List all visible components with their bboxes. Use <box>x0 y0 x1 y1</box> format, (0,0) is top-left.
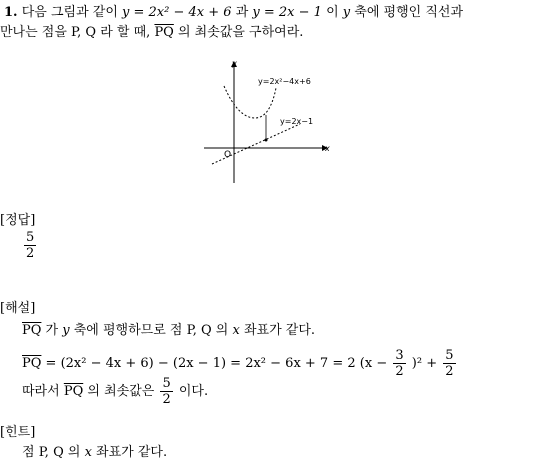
problem-text: 과 <box>235 5 249 20</box>
numerator: 3 <box>395 348 404 363</box>
problem-text: 축에 평행인 직선과 <box>354 5 464 20</box>
denominator: 2 <box>445 364 454 379</box>
problem-text: 이 <box>326 5 339 20</box>
solution-expression: (x − <box>359 356 388 371</box>
solution-text: 좌표가 같다. <box>243 323 316 338</box>
fraction-5-2 <box>160 376 172 407</box>
x-axis-label: x <box>325 144 330 153</box>
hint-text <box>22 444 167 462</box>
problem-text: 다음 그림과 같이 <box>21 5 118 20</box>
y-axis-label: y <box>232 59 237 68</box>
problem-text: 만나는 점을 P, Q 라 할 때, <box>0 25 151 40</box>
hint-text-part: 좌표가 같다. <box>96 445 168 460</box>
variable-y: y <box>62 323 70 338</box>
point-q <box>265 139 268 142</box>
solution-line-1 <box>22 322 315 340</box>
hint-header: [힌트] <box>0 425 36 440</box>
segment-pq: $\overline{PQ}$ <box>22 323 42 338</box>
solution-text: 따라서 <box>22 384 60 399</box>
graph-figure <box>0 50 534 250</box>
segment-pq: $\overline{PQ}$ <box>22 356 42 371</box>
answer-numerator: 5 <box>26 230 35 245</box>
curve-label: y=2x²−4x+6 <box>258 77 311 86</box>
solution-text: 의 최솟값은 <box>87 384 155 399</box>
solution-line-3 <box>22 376 208 407</box>
equation-1: y = 2x² − 4x + 6 <box>122 5 232 20</box>
problem-line-1 <box>4 4 463 22</box>
solution-text: 축에 평행하므로 점 P, Q 의 <box>73 323 229 338</box>
solution-header: [해설] <box>0 301 36 316</box>
fraction-5-2 <box>443 348 455 379</box>
solution-text: 이다. <box>178 384 209 399</box>
answer-denominator: 2 <box>26 246 35 261</box>
origin-label: O <box>224 150 232 160</box>
variable-x: x <box>84 445 92 460</box>
variable-y: y <box>342 5 351 20</box>
variable-x: x <box>232 323 240 338</box>
solution-line-2 <box>22 348 458 379</box>
fraction-3-2 <box>393 348 405 379</box>
numerator: 5 <box>445 348 454 363</box>
problem-number: 1. <box>4 5 18 20</box>
solution-expression: )² + <box>411 356 438 371</box>
segment-pq: $\overline{PQ}$ <box>63 384 84 399</box>
solution-text: 가 <box>45 323 59 338</box>
denominator: 2 <box>162 392 171 407</box>
answer-fraction <box>24 230 36 261</box>
hint-text-part: 점 P, Q 의 <box>22 445 81 460</box>
numerator: 5 <box>162 376 171 391</box>
line-label: y=2x−1 <box>280 117 314 126</box>
problem-text: 의 최솟값을 구하여라. <box>177 25 304 40</box>
equation-2: y = 2x − 1 <box>252 5 322 20</box>
answer-header: [정답] <box>0 213 36 228</box>
solution-expression: = (2x² − 4x + 6) − (2x − 1) = 2x² − 6x + 7 = 2 <box>45 356 356 371</box>
segment-pq: $\overline{PQ}$ <box>154 25 174 40</box>
line-y-2x-1 <box>212 124 300 164</box>
parabola-curve <box>224 86 276 118</box>
denominator: 2 <box>395 364 404 379</box>
problem-line-2 <box>0 24 303 42</box>
